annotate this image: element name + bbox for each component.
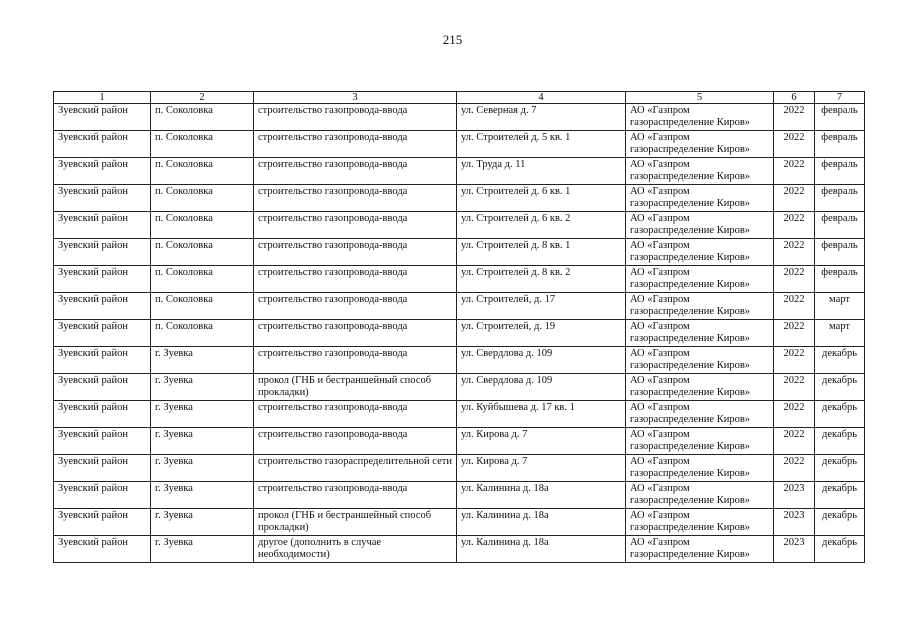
settlement-cell: п. Соколовка — [151, 158, 254, 185]
work-type-cell: строительство газопровода-ввода — [254, 482, 457, 509]
month-cell: декабрь — [815, 509, 865, 536]
month-cell: март — [815, 293, 865, 320]
column-number: 4 — [457, 92, 626, 104]
table-row — [54, 158, 865, 185]
month-cell: февраль — [815, 185, 865, 212]
month-cell: февраль — [815, 104, 865, 131]
address-cell: ул. Труда д. 11 — [457, 158, 626, 185]
address-cell: ул. Куйбышева д. 17 кв. 1 — [457, 401, 626, 428]
district-cell: Зуевский район — [54, 131, 151, 158]
district-cell: Зуевский район — [54, 212, 151, 239]
year-cell: 2022 — [774, 374, 815, 401]
year-cell: 2022 — [774, 401, 815, 428]
district-cell: Зуевский район — [54, 374, 151, 401]
page-number: 215 — [442, 32, 463, 47]
column-number: 2 — [151, 92, 254, 104]
year-cell: 2022 — [774, 320, 815, 347]
contractor-cell: АО «Газпром газораспределение Киров» — [626, 239, 774, 266]
year-cell: 2022 — [774, 158, 815, 185]
year-cell: 2023 — [774, 509, 815, 536]
address-cell: ул. Свердлова д. 109 — [457, 347, 626, 374]
contractor-cell: АО «Газпром газораспределение Киров» — [626, 401, 774, 428]
work-type-cell: другое (дополнить в случае необходимости) — [254, 536, 457, 563]
address-cell: ул. Калинина д. 18а — [457, 536, 626, 563]
address-cell: ул. Строителей, д. 19 — [457, 320, 626, 347]
column-number: 7 — [815, 92, 865, 104]
district-cell: Зуевский район — [54, 239, 151, 266]
district-cell: Зуевский район — [54, 293, 151, 320]
contractor-cell: АО «Газпром газораспределение Киров» — [626, 104, 774, 131]
month-cell: декабрь — [815, 536, 865, 563]
district-cell: Зуевский район — [54, 401, 151, 428]
address-cell: ул. Северная д. 7 — [457, 104, 626, 131]
district-cell: Зуевский район — [54, 482, 151, 509]
works-table — [53, 91, 865, 563]
work-type-cell: прокол (ГНБ и бестраншейный способ прокладки) — [254, 374, 457, 401]
settlement-cell: п. Соколовка — [151, 239, 254, 266]
table-row — [54, 266, 865, 293]
table-row — [54, 455, 865, 482]
month-cell: декабрь — [815, 428, 865, 455]
address-cell: ул. Строителей, д. 17 — [457, 293, 626, 320]
month-cell: декабрь — [815, 374, 865, 401]
year-cell: 2022 — [774, 455, 815, 482]
settlement-cell: г. Зуевка — [151, 347, 254, 374]
work-type-cell: прокол (ГНБ и бестраншейный способ прокладки) — [254, 509, 457, 536]
work-type-cell: строительство газопровода-ввода — [254, 266, 457, 293]
address-cell: ул. Калинина д. 18а — [457, 509, 626, 536]
settlement-cell: п. Соколовка — [151, 212, 254, 239]
column-number: 1 — [54, 92, 151, 104]
contractor-cell: АО «Газпром газораспределение Киров» — [626, 374, 774, 401]
month-cell: декабрь — [815, 455, 865, 482]
month-cell: февраль — [815, 212, 865, 239]
month-cell: февраль — [815, 158, 865, 185]
work-type-cell: строительство газопровода-ввода — [254, 239, 457, 266]
settlement-cell: г. Зуевка — [151, 455, 254, 482]
table-row — [54, 212, 865, 239]
district-cell: Зуевский район — [54, 347, 151, 374]
address-cell: ул. Кирова д. 7 — [457, 455, 626, 482]
address-cell: ул. Свердлова д. 109 — [457, 374, 626, 401]
column-number: 5 — [626, 92, 774, 104]
district-cell: Зуевский район — [54, 536, 151, 563]
settlement-cell: г. Зуевка — [151, 509, 254, 536]
year-cell: 2022 — [774, 212, 815, 239]
contractor-cell: АО «Газпром газораспределение Киров» — [626, 428, 774, 455]
column-number-row — [54, 92, 865, 104]
column-number: 3 — [254, 92, 457, 104]
month-cell: декабрь — [815, 347, 865, 374]
table-row — [54, 185, 865, 212]
district-cell: Зуевский район — [54, 104, 151, 131]
address-cell: ул. Калинина д. 18а — [457, 482, 626, 509]
month-cell: февраль — [815, 266, 865, 293]
contractor-cell: АО «Газпром газораспределение Киров» — [626, 131, 774, 158]
work-type-cell: строительство газопровода-ввода — [254, 401, 457, 428]
work-type-cell: строительство газопровода-ввода — [254, 158, 457, 185]
settlement-cell: г. Зуевка — [151, 374, 254, 401]
contractor-cell: АО «Газпром газораспределение Киров» — [626, 320, 774, 347]
month-cell: февраль — [815, 239, 865, 266]
table-row — [54, 482, 865, 509]
contractor-cell: АО «Газпром газораспределение Киров» — [626, 482, 774, 509]
table-row — [54, 347, 865, 374]
column-number: 6 — [774, 92, 815, 104]
district-cell: Зуевский район — [54, 185, 151, 212]
work-type-cell: строительство газопровода-ввода — [254, 104, 457, 131]
address-cell: ул. Строителей д. 8 кв. 1 — [457, 239, 626, 266]
year-cell: 2022 — [774, 131, 815, 158]
settlement-cell: п. Соколовка — [151, 131, 254, 158]
month-cell: февраль — [815, 131, 865, 158]
contractor-cell: АО «Газпром газораспределение Киров» — [626, 347, 774, 374]
work-type-cell: строительство газопровода-ввода — [254, 293, 457, 320]
contractor-cell: АО «Газпром газораспределение Киров» — [626, 158, 774, 185]
settlement-cell: п. Соколовка — [151, 320, 254, 347]
table-row — [54, 131, 865, 158]
year-cell: 2022 — [774, 185, 815, 212]
contractor-cell: АО «Газпром газораспределение Киров» — [626, 536, 774, 563]
table-row — [54, 239, 865, 266]
table-row — [54, 401, 865, 428]
settlement-cell: г. Зуевка — [151, 536, 254, 563]
month-cell: декабрь — [815, 482, 865, 509]
table-row — [54, 293, 865, 320]
year-cell: 2022 — [774, 428, 815, 455]
district-cell: Зуевский район — [54, 320, 151, 347]
contractor-cell: АО «Газпром газораспределение Киров» — [626, 293, 774, 320]
table-row — [54, 509, 865, 536]
work-type-cell: строительство газопровода-ввода — [254, 185, 457, 212]
settlement-cell: г. Зуевка — [151, 428, 254, 455]
table-row — [54, 374, 865, 401]
year-cell: 2022 — [774, 293, 815, 320]
settlement-cell: п. Соколовка — [151, 293, 254, 320]
settlement-cell: п. Соколовка — [151, 266, 254, 293]
table-row — [54, 320, 865, 347]
address-cell: ул. Строителей д. 5 кв. 1 — [457, 131, 626, 158]
table-body — [54, 104, 865, 563]
contractor-cell: АО «Газпром газораспределение Киров» — [626, 212, 774, 239]
year-cell: 2022 — [774, 239, 815, 266]
work-type-cell: строительство газопровода-ввода — [254, 320, 457, 347]
address-cell: ул. Строителей д. 8 кв. 2 — [457, 266, 626, 293]
work-type-cell: строительство газопровода-ввода — [254, 428, 457, 455]
contractor-cell: АО «Газпром газораспределение Киров» — [626, 266, 774, 293]
district-cell: Зуевский район — [54, 509, 151, 536]
settlement-cell: п. Соколовка — [151, 185, 254, 212]
table-row — [54, 536, 865, 563]
address-cell: ул. Строителей д. 6 кв. 2 — [457, 212, 626, 239]
work-type-cell: строительство газопровода-ввода — [254, 347, 457, 374]
settlement-cell: г. Зуевка — [151, 401, 254, 428]
settlement-cell: г. Зуевка — [151, 482, 254, 509]
address-cell: ул. Кирова д. 7 — [457, 428, 626, 455]
work-type-cell: строительство газопровода-ввода — [254, 212, 457, 239]
district-cell: Зуевский район — [54, 428, 151, 455]
table-row — [54, 428, 865, 455]
month-cell: декабрь — [815, 401, 865, 428]
district-cell: Зуевский район — [54, 266, 151, 293]
work-type-cell: строительство газопровода-ввода — [254, 131, 457, 158]
year-cell: 2022 — [774, 347, 815, 374]
district-cell: Зуевский район — [54, 455, 151, 482]
year-cell: 2023 — [774, 482, 815, 509]
year-cell: 2022 — [774, 104, 815, 131]
year-cell: 2022 — [774, 266, 815, 293]
settlement-cell: п. Соколовка — [151, 104, 254, 131]
table-row — [54, 104, 865, 131]
address-cell: ул. Строителей д. 6 кв. 1 — [457, 185, 626, 212]
work-type-cell: строительство газораспределительной сети — [254, 455, 457, 482]
district-cell: Зуевский район — [54, 158, 151, 185]
year-cell: 2023 — [774, 536, 815, 563]
contractor-cell: АО «Газпром газораспределение Киров» — [626, 185, 774, 212]
month-cell: март — [815, 320, 865, 347]
contractor-cell: АО «Газпром газораспределение Киров» — [626, 455, 774, 482]
contractor-cell: АО «Газпром газораспределение Киров» — [626, 509, 774, 536]
